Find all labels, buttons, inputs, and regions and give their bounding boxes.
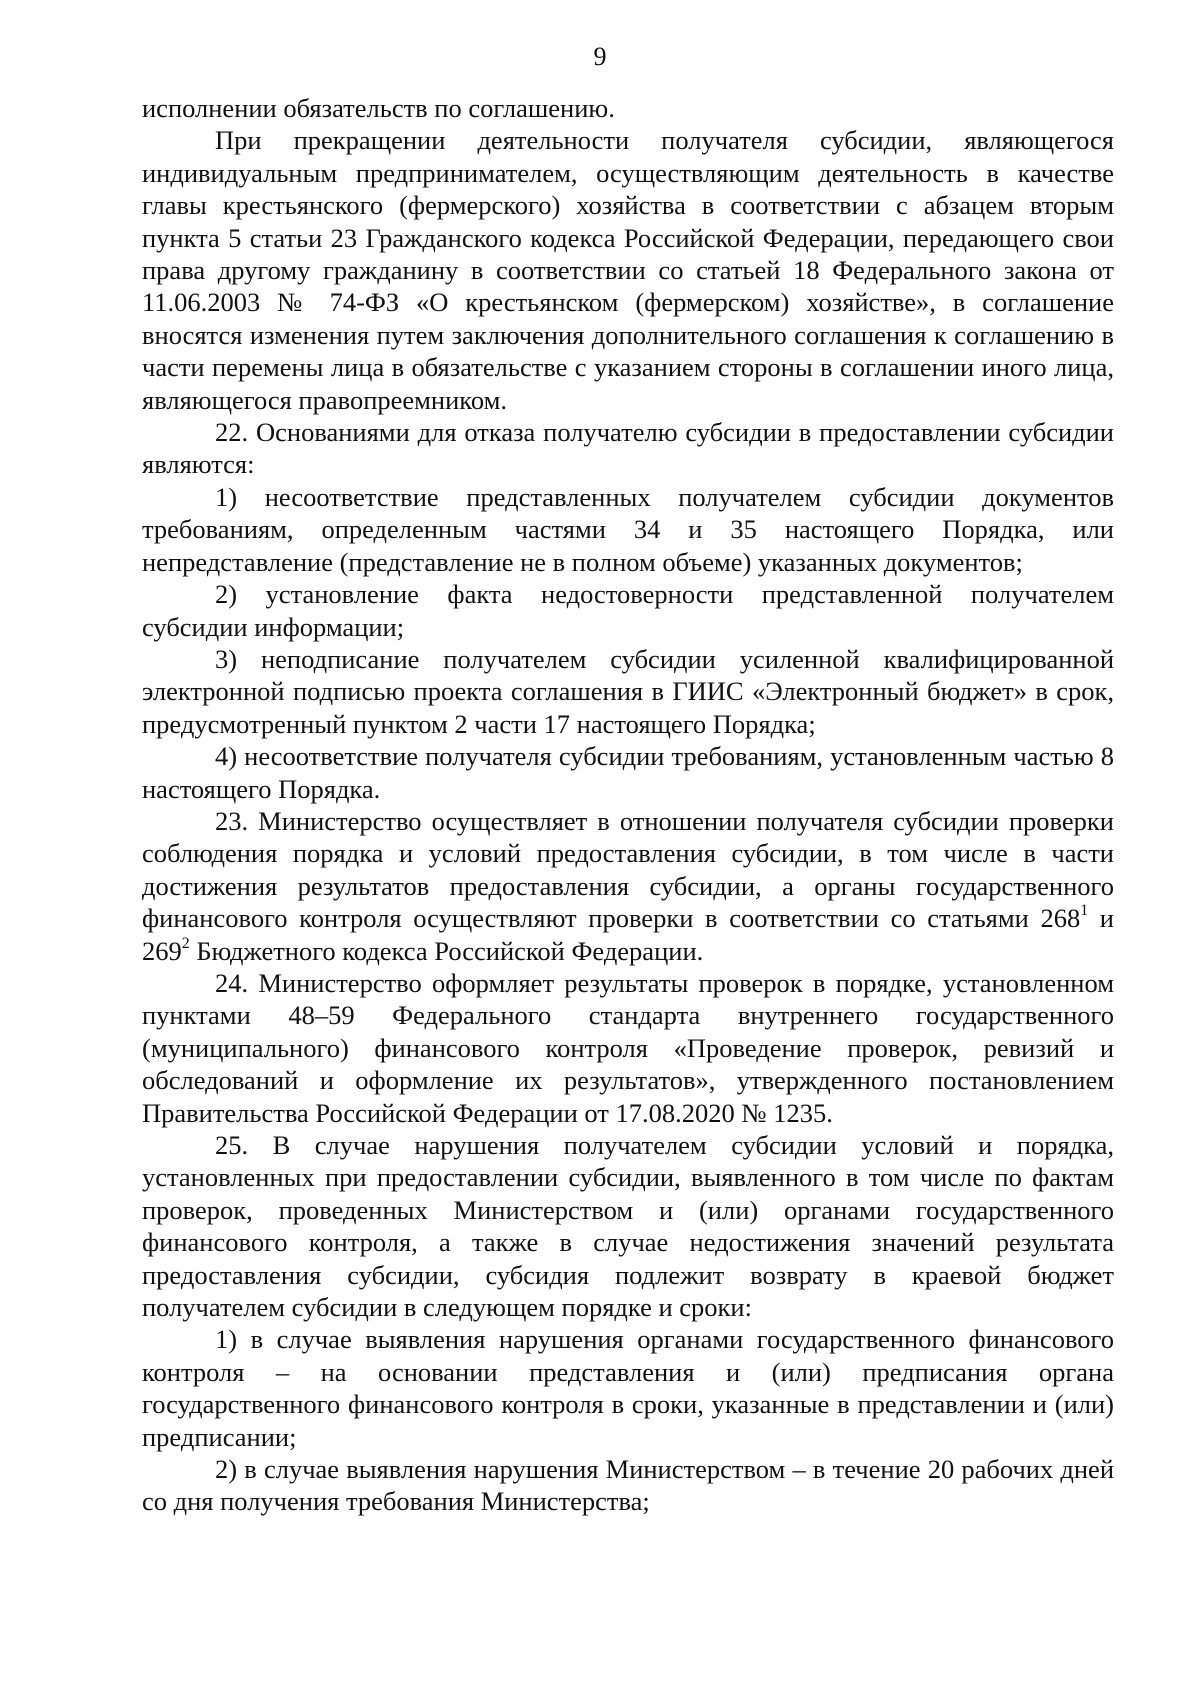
list-item-22-3: 3) неподписание получателем субсидии усиленной квалифицированной электронной подписью проекта соглашения в ГИИС «Электронный бюджет» в срок, предусмотренный пунктом 2 части 17 настоящего Порядка;	[142, 643, 1114, 739]
paragraph-24: 24. Министерство оформляет результаты проверок в порядке, установленном пунктами 48–59 Федерального стандарта внутреннего государственного (муниципального) финансового контроля «Проведение проверок, ревизий и обследований и оформление их результатов», утвержденного постановлением Правительства Российской Федерации от 17.08.2020 № 1235.	[142, 967, 1114, 1128]
document-body	[142, 92, 1114, 1518]
list-item-25-2: 2) в случае выявления нарушения Министерством – в течение 20 рабочих дней со дня получения требования Министерства;	[142, 1454, 1114, 1517]
list-item-22-4: 4) несоответствие получателя субсидии требованиям, установленным частью 8 настоящего Порядка.	[142, 741, 1114, 804]
article-268-superscript: 1	[1080, 902, 1089, 920]
paragraph-23-text: 23. Министерство осуществляет в отношении получателя субсидии проверки соблюдения порядка и условий предоставления субсидии, в том числе в части достижения результатов предоставления субсидии, а органы государственного финансового контроля осуществляют проверки в соответствии со статьями 268	[142, 805, 1114, 934]
page-number: 9	[593, 42, 607, 71]
paragraph-25: 25. В случае нарушения получателем субсидии условий и порядка, установленных при предоставлении субсидии, выявленного в том числе по фактам проверок, проведенных Министерством и (или) органами государственного финансового контроля, а также в случае недостижения значений результата предоставления субсидии, субсидия подлежит возврату в краевой бюджет получателем субсидии в следующем порядке и сроки:	[142, 1130, 1114, 1323]
paragraph-succession: При прекращении деятельности получателя субсидии, являющегося индивидуальным предпринимателем, осуществляющим деятельность в качестве главы крестьянского (фермерского) хозяйства в соответствии с абзацем вторым пункта 5 статьи 23 Гражданского кодекса Российской Федерации, передающего свои права другому гражданину в соответствии со статьей 18 Федерального закона от 11.06.2003 № 74-ФЗ «О крестьянском (фермерском) хозяйстве», в соглашение вносятся изменения путем заключения дополнительного соглашения к соглашению в части перемены лица в обязательстве с указанием стороны в соглашении иного лица, являющегося правопреемником.	[142, 125, 1114, 415]
list-item-22-2: 2) установление факта недостоверности представленной получателем субсидии информации;	[142, 579, 1114, 642]
paragraph-continuation: исполнении обязательств по соглашению.	[142, 93, 615, 123]
paragraph-23-text-end: Бюджетного кодекса Российской Федерации.	[189, 935, 704, 966]
list-item-22-1: 1) несоответствие представленных получателем субсидии документов требованиям, определенным частями 34 и 35 настоящего Порядка, или непредставление (представление не в полном объеме) указанных документов;	[142, 481, 1114, 577]
paragraph-23-text-middle: и 269	[142, 903, 1114, 966]
paragraph-22: 22. Основаниями для отказа получателю субсидии в предоставлении субсидии являются:	[142, 417, 1114, 480]
list-item-25-1: 1) в случае выявления нарушения органами государственного финансового контроля – на основании представления и (или) предписания органа государственного финансового контроля в сроки, указанные в представлении и (или) предписании;	[142, 1324, 1114, 1452]
article-269-superscript: 2	[181, 934, 190, 952]
paragraph-23	[142, 805, 1114, 967]
